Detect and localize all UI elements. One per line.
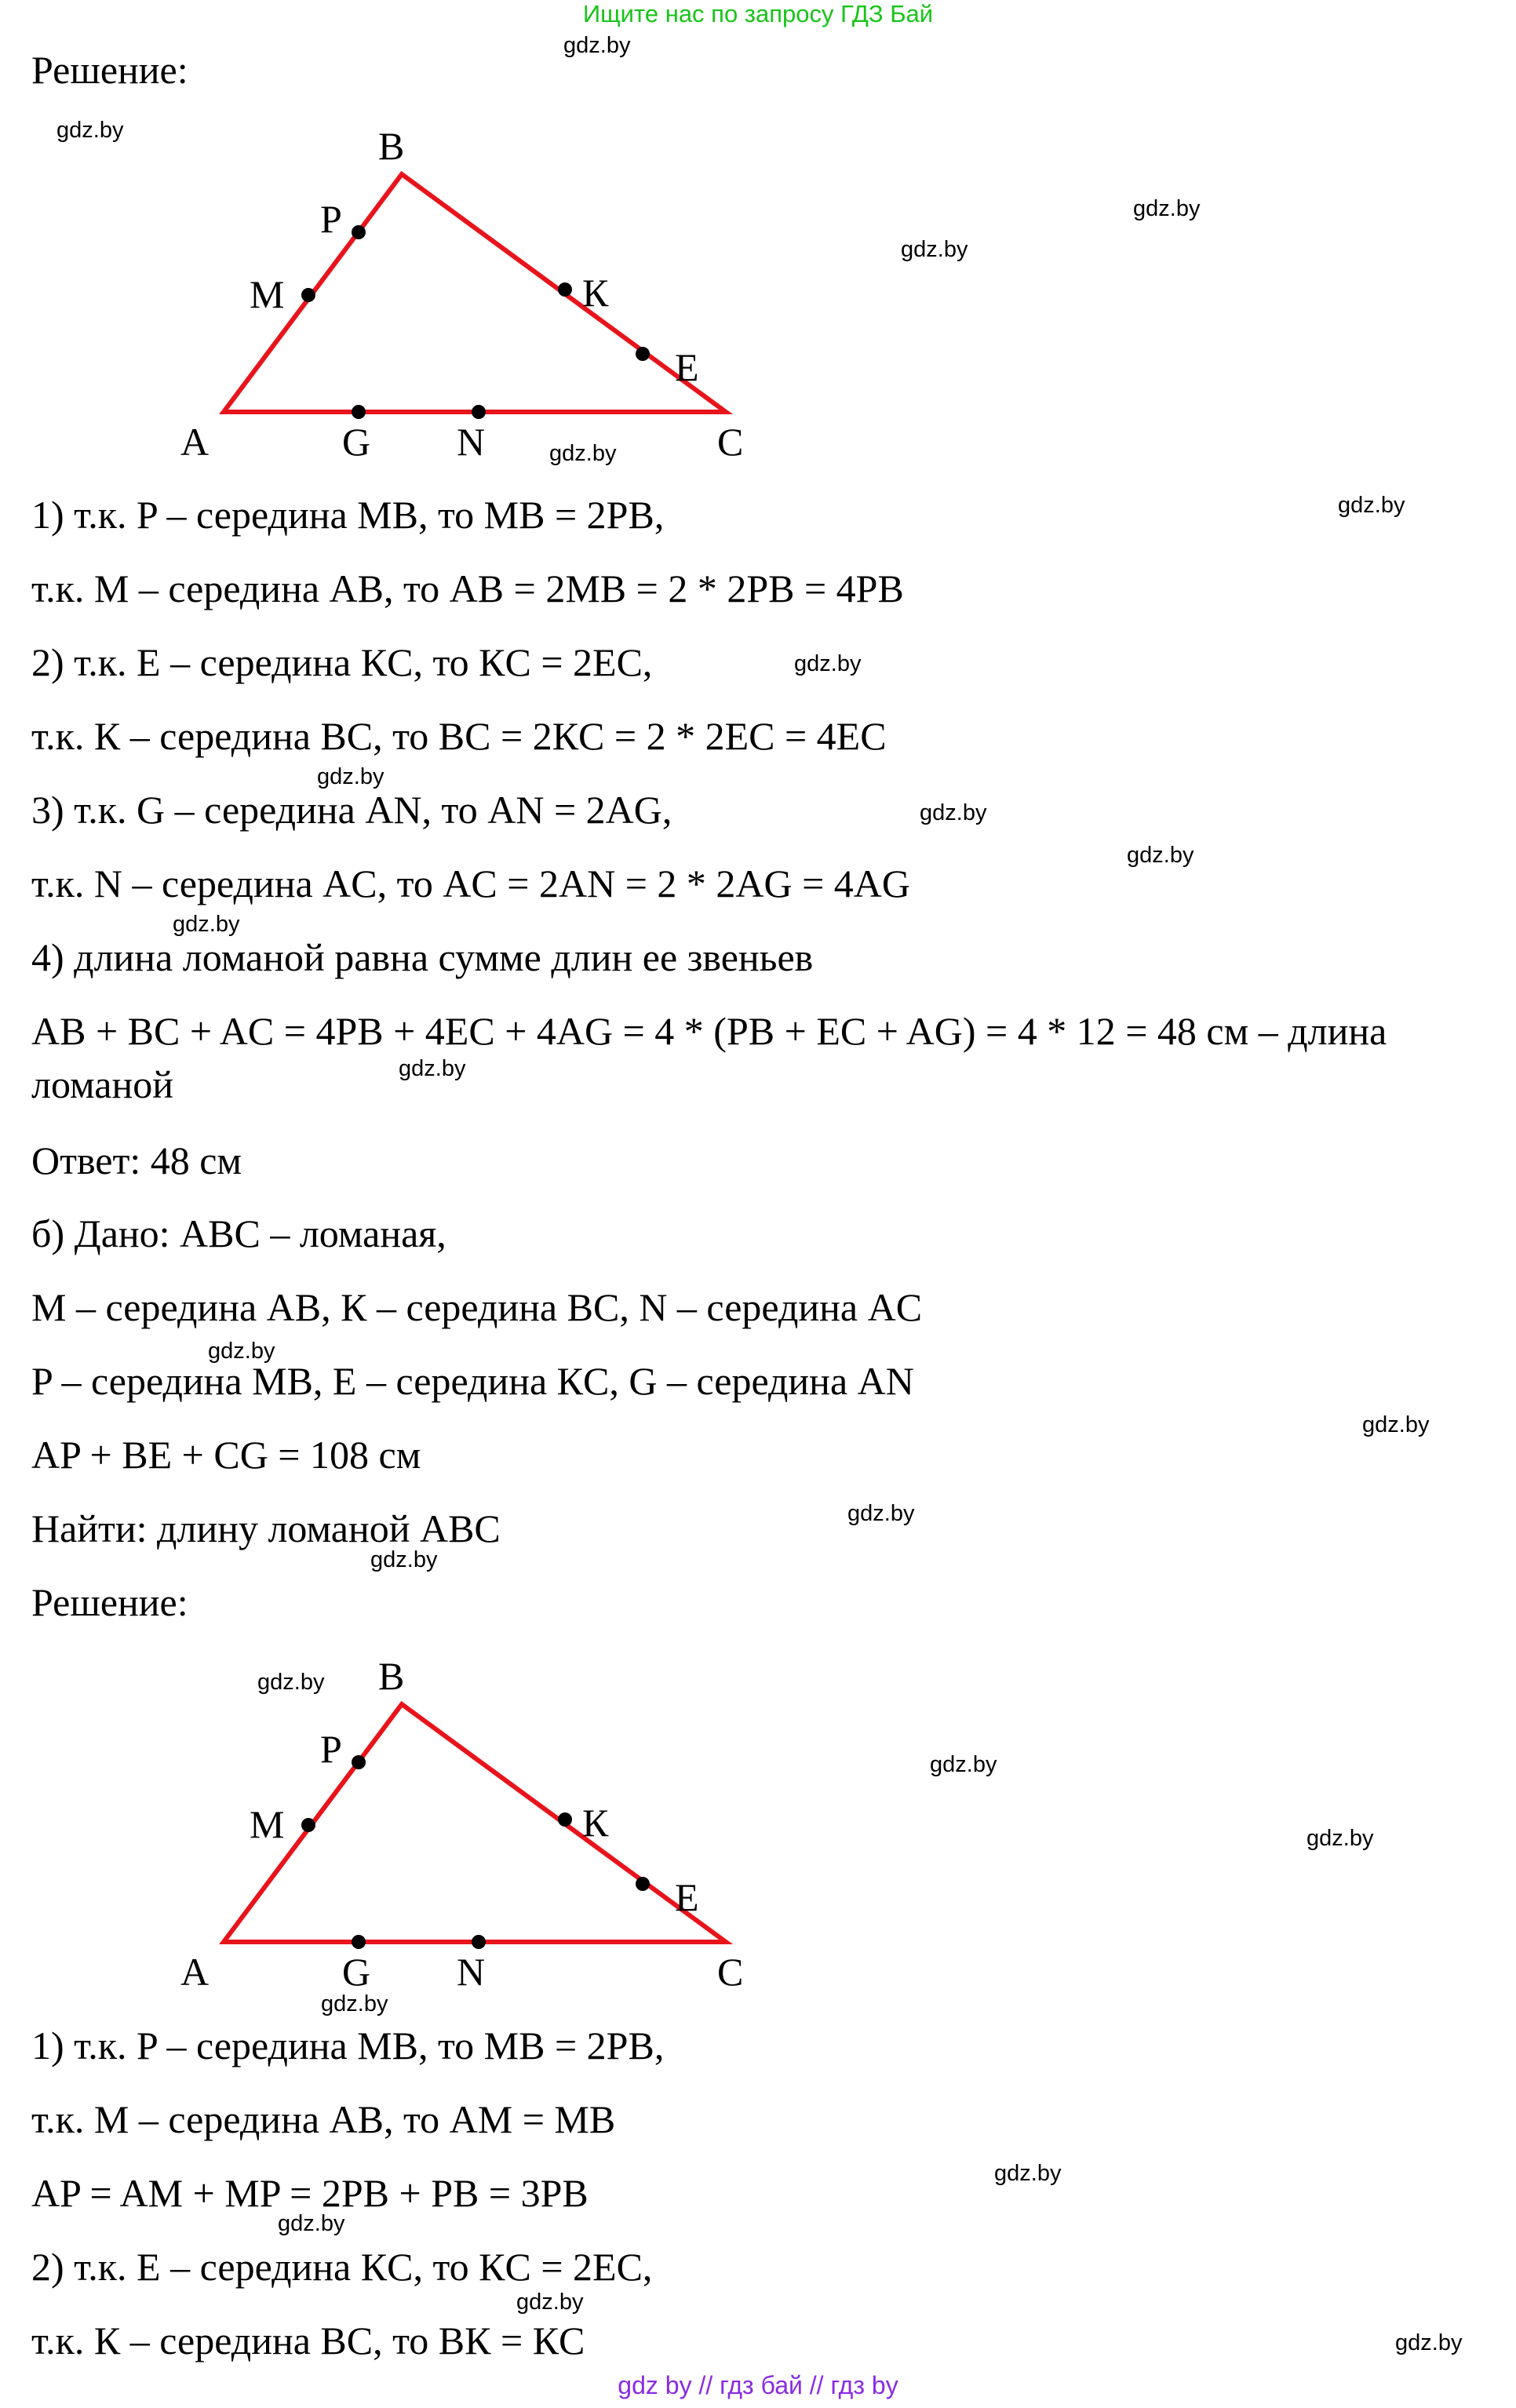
point-e	[636, 1877, 650, 1891]
point-n	[472, 405, 486, 419]
label-g: G	[342, 1950, 371, 1994]
watermark: gdz.by	[1127, 843, 1194, 868]
watermark: gdz.by	[1133, 196, 1201, 221]
watermark: gdz.by	[847, 1501, 915, 1526]
watermark: gdz.by	[901, 237, 968, 262]
label-p: P	[320, 197, 342, 241]
label-p: P	[320, 1727, 342, 1771]
watermark: gdz.by	[920, 800, 987, 825]
triangle-figure	[0, 1648, 785, 1993]
label-m: M	[250, 272, 285, 316]
label-m: M	[250, 1802, 285, 1846]
step-line: AP = AM + MP = 2PB + PB = 3PB	[31, 2171, 589, 2215]
answer-line: Ответ: 48 см	[31, 1138, 242, 1182]
point-p	[352, 1755, 366, 1769]
step-line: 4) длина ломаной равна сумме длин ее звеньев	[31, 935, 814, 979]
watermark: gdz.by	[1338, 493, 1405, 518]
find-line: Найти: длину ломаной ABC	[31, 1506, 501, 1550]
watermark: gdz.by	[257, 1670, 325, 1695]
watermark: gdz.by	[930, 1752, 997, 1777]
label-c: C	[717, 1950, 744, 1994]
solution-label: Решение:	[31, 1580, 188, 1624]
solution-label: Решение:	[31, 48, 188, 92]
watermark: gdz.by	[1395, 2330, 1463, 2355]
watermark: gdz.by	[321, 1991, 388, 2016]
label-b: B	[378, 1654, 405, 1698]
point-g	[352, 1935, 366, 1949]
footer-links[interactable]: gdz by // гдз бай // гдз by	[618, 2371, 898, 2399]
point-e	[636, 347, 650, 361]
step-line: 2) т.к. E – середина КC, то КC = 2EC,	[31, 640, 653, 684]
point-p	[352, 225, 366, 239]
label-b: B	[378, 124, 405, 168]
label-k: К	[582, 271, 609, 315]
triangle-figure	[0, 118, 785, 463]
watermark: gdz.by	[1306, 1826, 1374, 1851]
given-line: P – середина MB, E – середина КC, G – середина AN	[31, 1359, 914, 1403]
step-line: 2) т.к. E – середина КC, то КC = 2EC,	[31, 2245, 653, 2289]
watermark: gdz.by	[516, 2290, 584, 2315]
step-line: т.к. К – середина BC, то BК = КC	[31, 2319, 585, 2362]
watermark: gdz.by	[549, 441, 617, 466]
given-line: AP + BE + CG = 108 см	[31, 1433, 421, 1477]
watermark: gdz.by	[370, 1547, 438, 1572]
step-line: т.к. M – середина AB, то AB = 2MB = 2 * 2PB = 4PB	[31, 566, 904, 610]
label-e: E	[675, 345, 699, 389]
watermark: gdz.by	[208, 1339, 275, 1364]
watermark: gdz.by	[317, 764, 384, 789]
label-e: E	[675, 1875, 699, 1919]
point-m	[301, 1818, 315, 1832]
label-g: G	[342, 420, 371, 464]
step-line: 3) т.к. G – середина AN, то AN = 2AG,	[31, 788, 672, 832]
label-a: A	[180, 420, 210, 464]
point-k	[558, 282, 572, 297]
label-c: C	[717, 420, 744, 464]
step-line: 1) т.к. P – середина MB, то MB = 2PB,	[31, 2024, 665, 2067]
point-m	[301, 288, 315, 302]
watermark: gdz.by	[563, 33, 631, 58]
broken-line-abc	[224, 1704, 726, 1942]
watermark: gdz.by	[56, 118, 124, 143]
given-line: M – середина AB, К – середина BC, N – середина AC	[31, 1285, 923, 1329]
label-n: N	[457, 420, 486, 464]
label-a: A	[180, 1950, 210, 1994]
total-length-line: AB + BC + AC = 4PB + 4EC + 4AG = 4 * (PB + EC + AG) = 4 * 12 = 48 см – длина ломаной	[31, 1009, 1387, 1106]
watermark: gdz.by	[278, 2211, 345, 2236]
point-n	[472, 1935, 486, 1949]
watermark: gdz.by	[994, 2161, 1062, 2186]
step-line: т.к. К – середина BC, то BC = 2КC = 2 * 2EC = 4EC	[31, 714, 887, 758]
label-k: К	[582, 1801, 609, 1845]
watermark: gdz.by	[399, 1056, 466, 1081]
label-n: N	[457, 1950, 486, 1994]
watermark: gdz.by	[173, 912, 240, 937]
step-line: т.к. N – середина AC, то AC = 2AN = 2 * 2AG = 4AG	[31, 862, 911, 905]
top-banner[interactable]: Ищите нас по запросу ГДЗ Бай	[582, 0, 934, 27]
watermark: gdz.by	[794, 651, 862, 676]
broken-line-abc	[224, 174, 726, 412]
step-line: т.к. M – середина AB, то AM = MB	[31, 2097, 616, 2141]
step-line: 1) т.к. P – середина MB, то MB = 2PB,	[31, 493, 665, 537]
watermark: gdz.by	[1362, 1412, 1430, 1437]
point-g	[352, 405, 366, 419]
point-k	[558, 1812, 572, 1827]
given-line: б) Дано: ABC – ломаная,	[31, 1211, 446, 1255]
